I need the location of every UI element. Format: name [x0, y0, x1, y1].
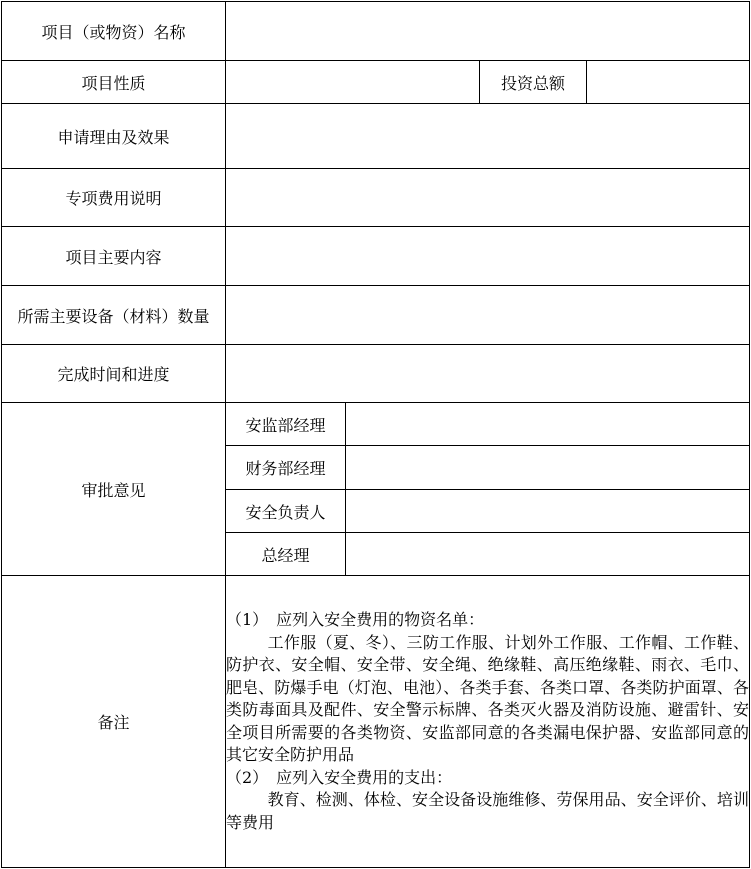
remarks-label: 备注 — [2, 576, 226, 868]
approver-role: 安监部经理 — [226, 403, 346, 446]
row-project-name — [2, 2, 750, 61]
remarks-item1-heading: （1） 应列入安全费用的物资名单： — [226, 610, 485, 629]
project-nature-field[interactable] — [226, 61, 480, 104]
main-content-label: 项目主要内容 — [2, 227, 226, 286]
approver-opinion-field[interactable] — [346, 446, 750, 490]
remarks-item2-heading: （2） 应列入安全费用的支出： — [226, 767, 453, 787]
special-fee-label: 专项费用说明 — [2, 169, 226, 227]
total-investment-field[interactable] — [587, 61, 750, 104]
special-fee-field[interactable] — [226, 169, 750, 227]
approver-role: 财务部经理 — [226, 446, 346, 490]
row-approver-safety-manager — [2, 403, 750, 446]
project-name-field[interactable] — [226, 2, 750, 61]
reason-effect-label: 申请理由及效果 — [2, 104, 226, 169]
approver-opinion-field[interactable] — [346, 403, 750, 446]
row-equipment-qty — [2, 286, 750, 345]
reason-effect-field[interactable] — [226, 104, 750, 169]
schedule-label: 完成时间和进度 — [2, 345, 226, 403]
approval-label: 审批意见 — [2, 403, 226, 576]
project-nature-label: 项目性质 — [2, 61, 226, 104]
row-special-fee — [2, 169, 750, 227]
schedule-field[interactable] — [226, 345, 750, 403]
approver-opinion-field[interactable] — [346, 490, 750, 533]
row-remarks — [2, 576, 750, 868]
total-investment-label: 投资总额 — [480, 61, 587, 104]
equipment-qty-label: 所需主要设备（材料）数量 — [2, 286, 226, 345]
remarks-item2-text: 教育、检测、体检、安全设备设施维修、劳保用品、安全评价、培训等费用 — [226, 790, 749, 832]
remarks-content — [226, 576, 750, 868]
approver-role: 总经理 — [226, 533, 346, 576]
equipment-qty-field[interactable] — [226, 286, 750, 345]
approver-opinion-field[interactable] — [346, 533, 750, 576]
row-project-nature — [2, 61, 750, 104]
project-name-label: 项目（或物资）名称 — [2, 2, 226, 61]
row-main-content — [2, 227, 750, 286]
row-reason-effect — [2, 104, 750, 169]
approver-role: 安全负责人 — [226, 490, 346, 533]
remarks-item1-text: 工作服（夏、冬）、三防工作服、计划外工作服、工作帽、工作鞋、防护衣、安全帽、安全带、安全绳、绝缘鞋、高压绝缘鞋、雨衣、毛巾、肥皂、防爆手电（灯泡、电池）、各类手套、各类口罩、各类防护面罩、各类防毒面具及配件、安全警示标牌、各类灭火器及消防设施、避雷针、安全项目所需要的各类物资、安监部同意的各类漏电保护器、安监部同意的其它安全防护用品 — [226, 632, 749, 764]
application-form — [1, 1, 750, 868]
main-content-field[interactable] — [226, 227, 750, 286]
row-schedule — [2, 345, 750, 403]
